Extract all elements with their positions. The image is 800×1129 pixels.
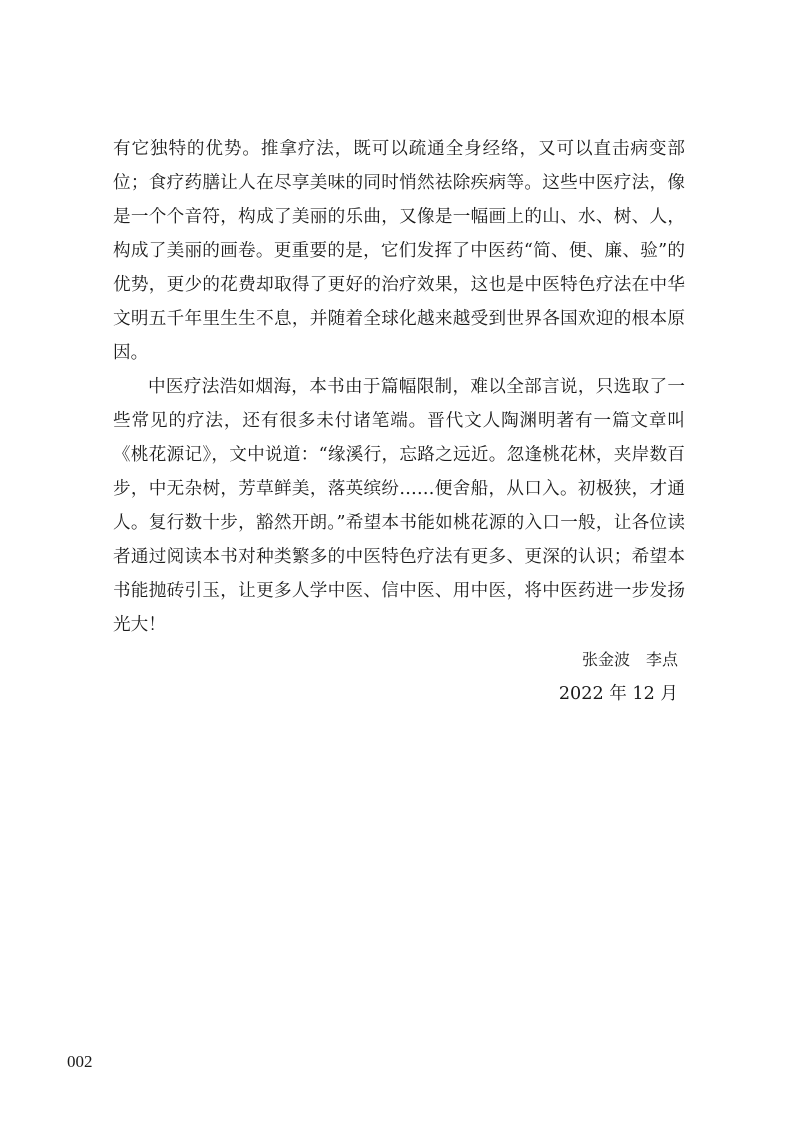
- paragraph: 中医疗法浩如烟海，本书由于篇幅限制，难以全部言说，只选取了一些常见的疗法，还有很多未付诸笔端。晋代文人陶渊明著有一篇文章叫《桃花源记》，文中说道：“缘溪行，忘路之远近。忽逢桃花林，夹岸数百步，中无杂树，芳草鲜美，落英缤纷……便舍船，从口入。初极狭，才通人。复行数十步，豁然开朗。”希望本书能如桃花源的入口一般，让各位读者通过阅读本书对种类繁多的中医特色疗法有更多、更深的认识；希望本书能抛砖引玉，让更多人学中医、信中医、用中医，将中医药进一步发扬光大！: [113, 377, 685, 635]
- page-number: 002: [67, 1052, 93, 1071]
- paragraph-continued: 有它独特的优势。推拿疗法，既可以疏通全身经络，又可以直击病变部位；食疗药膳让人在尽享美味的同时悄然祛除疾病等。这些中医疗法，像是一个个音符，构成了美丽的乐曲，又像是一幅画上的山、水、树、人，构成了美丽的画卷。更重要的是，它们发挥了中医药“简、便、廉、验”的优势，更少的花费却取得了更好的治疗效果，这也是中医特色疗法在中华文明五千年里生生不息，并随着全球化越来越受到世界各国欢迎的根本原因。: [113, 139, 685, 363]
- signature-date: 2022 年 12 月: [558, 684, 678, 704]
- author-signature: 张金波 李点: [581, 650, 678, 669]
- body-text: [113, 132, 685, 642]
